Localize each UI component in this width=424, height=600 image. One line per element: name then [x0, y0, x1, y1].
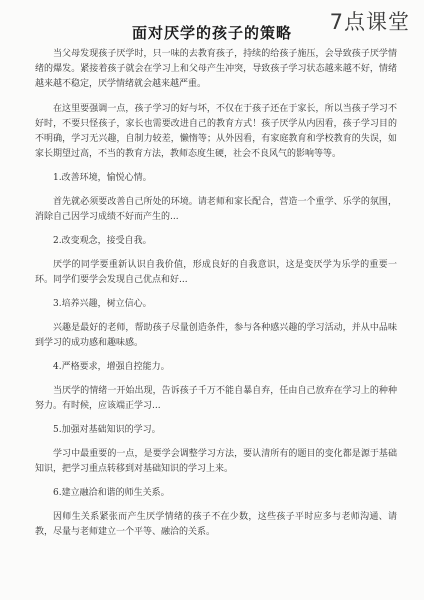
- section-body-1: 首先就必须要改善自己所处的环境。请老师和家长配合，营造一个重学、乐学的氛围，消除自己因学习成绩不好而产生的...: [35, 197, 397, 222]
- watermark-logo: 7点课堂: [329, 10, 410, 34]
- article-body: [35, 47, 397, 549]
- page-title: 面对厌学的孩子的策略: [131, 24, 292, 42]
- section-heading-2: 2.改变观念，接受自我。: [53, 236, 152, 246]
- section-body-2: 厌学的同学要重新认识自我价值，形成良好的自我意识，这是变厌学为乐学的重要一环。同学们要学会发现自己优点和好...: [35, 260, 397, 285]
- section-body-6: 因师生关系紧张而产生厌学情绪的孩子不在少数，这些孩子平时应多与老师沟通、请教，尽量与老师建立一个平等、融洽的关系。: [35, 512, 397, 537]
- section-body-3: 兴趣是最好的老师，帮助孩子尽量创造条件，参与各种感兴趣的学习活动，并从中品味到学习的成功感和趣味感。: [35, 323, 397, 348]
- intro-paragraph-1: 当父母发现孩子厌学时，只一味的去教育孩子，持续的给孩子施压，会导致孩子厌学情绪的爆发。紧接着孩子就会在学习上和父母产生冲突，导致孩子学习状态越来越不好，情绪越来越不稳定，厌学情绪就会越来越严重。: [35, 49, 397, 89]
- section-body-4: 当厌学的情绪一开始出现，告诉孩子千万不能自暴自弃，任由自己放弃在学习上的种种努力。有时候，应该端正学习...: [35, 386, 397, 411]
- section-body-5: 学习中最重要的一点，是要学会调整学习方法，要认清所有的题目的变化都是源于基础知识，把学习重点转移到对基础知识的学习上来。: [35, 449, 397, 474]
- section-heading-1: 1.改善环境，愉悦心情。: [53, 173, 152, 183]
- section-heading-4: 4.严格要求，增强自控能力。: [53, 362, 170, 372]
- section-heading-5: 5.加强对基础知识的学习。: [53, 425, 161, 435]
- section-heading-6: 6.建立融洽和谐的师生关系。: [53, 488, 170, 498]
- section-heading-3: 3.培养兴趣，树立信心。: [53, 299, 152, 309]
- intro-paragraph-2: 在这里要强调一点，孩子学习的好与坏，不仅在于孩子还在于家长，所以当孩子学习不好时，不要只怪孩子，家长也需要改进自己的教育方式！孩子厌学从内因看，孩子学习目的不明确，学习无兴趣，自制力较差，懒惰等；从外因看，有家庭教育和学校教育的失误，如家长期望过高，不当的教育方法，教师态度生硬，社会不良风气的影响等等。: [35, 104, 397, 159]
